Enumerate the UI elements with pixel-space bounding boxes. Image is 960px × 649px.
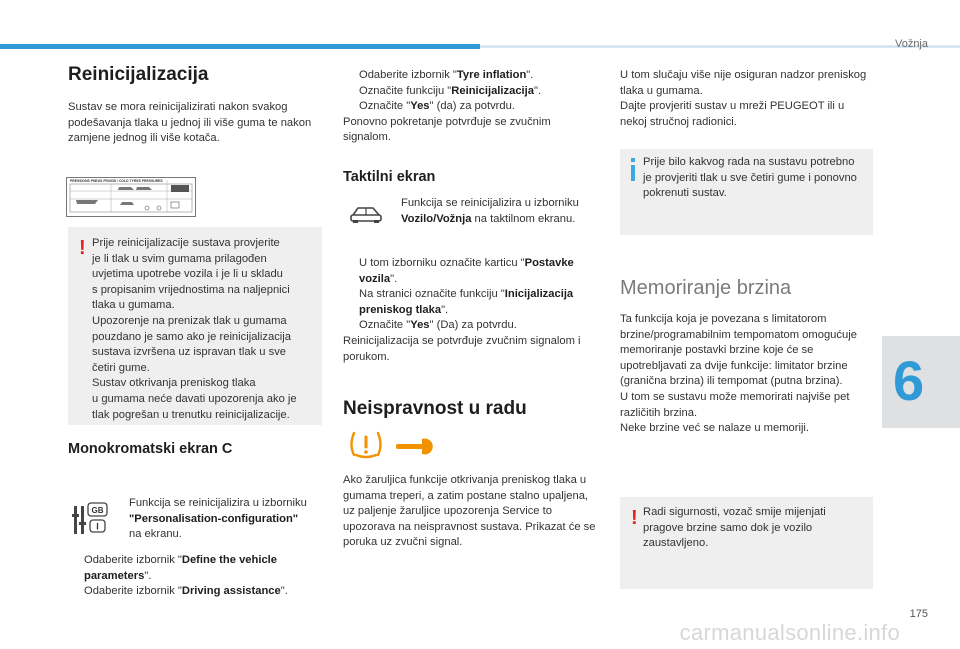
fault-text: Ako žaruljica funkcije otkrivanja preniskog tlaka u gumama treperi, a zatim postane stalno upaljena, uz paljenje žaruljice upozorenja Service to upozorava na neispravnost sustava. Prikazat će se poruka uz zvučni signal.: [343, 474, 596, 549]
memorize-speeds-title: Memoriranje brzina: [620, 277, 792, 299]
warning-line: pouzdano je samo ako je reinicijalizacija: [92, 330, 291, 343]
confirm-text-top: Ponovno pokretanje potvrđuje se zvučnim signalom.: [343, 115, 551, 144]
warning-line: četiri gume.: [92, 361, 150, 374]
touch-desc-2: na taktilnom ekranu.: [471, 212, 576, 225]
svg-text:I: I: [96, 521, 99, 532]
section-title: Vožnja: [894, 38, 928, 50]
touch-desc-1: Funkcija se reinicijalizira u izborniku: [401, 197, 579, 209]
warning-exclamation-icon: !: [79, 237, 86, 259]
memorize-speeds-text: Ta funkcija koja je povezana s limitatorom brzine/programabilnim tempomatom omogućuje memoriranje postavki brzine koje će se upotrebljavati za dvije funkcije: limitator brzine (granična brzina) ili tempomat (putna brzina). U tom se sustavu može memorirati najviše pet različitih brzina. Neke brzine već se nalaze u memoriji.: [620, 313, 857, 435]
touch-desc-menu: Vozilo/Vožnja: [401, 212, 472, 225]
chapter-number: 6: [893, 349, 925, 412]
reinit-intro: Sustav se mora reinicijalizirati nakon svakog podešavanja tlaka u jednoj ili više guma te nakon zamjene jednog ili više kotača.: [68, 101, 312, 145]
mono-desc-menu: "Personalisation-configuration": [129, 512, 299, 525]
tyre-pressure-warning-icon: [349, 431, 383, 461]
tyre-pressure-label-image: [66, 177, 196, 217]
warning-line: uvjetima upotrebe vozila i je li u skladu: [92, 268, 283, 281]
touch-desc: [401, 196, 601, 227]
warning-line: Prije reinicijalizacije sustava provjerite: [92, 237, 280, 249]
svg-text:GB: GB: [91, 506, 104, 515]
warning-line: Sustav otkrivanja preniskog tlaka: [92, 377, 256, 390]
steps-mono: [68, 553, 324, 600]
steps-top: [343, 68, 599, 146]
watermark-text: carmanualsonline.info: [679, 620, 900, 645]
step-item: Odaberite izbornik "Define the vehicle parameters".: [84, 554, 278, 582]
info-text: Prije bilo kakvog rada na sustavu potrebno je provjeriti tlak u sve četiri gume i ponovno pokrenuti sustav.: [643, 156, 857, 200]
warning-line: sustava izvršena uz ispravan tlak u sve: [92, 346, 287, 359]
label-heading: PRESSIONS PNEUS FROIDS / COLD TYRES PRESSURES: [70, 179, 163, 183]
step-item: Označite "Yes" (da) za potvrdu.: [359, 100, 515, 113]
confirm-text-touch: Reinicijalizacija se potvrđuje zvučnim signalom i porukom.: [343, 334, 581, 363]
warning-box-speeds: [620, 497, 873, 589]
fault-title: Neispravnost u radu: [343, 398, 527, 419]
step-item: Označite funkciju "Reinicijalizacija".: [359, 84, 542, 97]
mono-desc-2: na ekranu.: [129, 528, 182, 541]
touch-screen-title: Taktilni ekran: [343, 169, 436, 185]
steps-touch: [343, 256, 601, 365]
info-box-tyres: [620, 149, 873, 235]
label-drawing: [67, 178, 197, 218]
page-number: 175: [909, 608, 928, 620]
header-bar-blue: [0, 44, 480, 49]
warning-line: s propisanim vrijednostima na naljepnici: [92, 283, 290, 296]
step-item: Označite "Yes" (Da) za potvrdu.: [359, 319, 517, 332]
warning-text-reinit: [92, 236, 314, 423]
step-item: Odaberite izbornik "Driving assistance".: [84, 585, 288, 598]
col3-text-top: U tom slučaju više nije osiguran nadzor preniskog tlaka u gumama. Dajte provjeriti sustav u mreži PEUGEOT ili u nekoj stručnoj radionici.: [620, 69, 867, 128]
info-icon: [631, 158, 635, 182]
step-item: Odaberite izbornik "Tyre inflation".: [359, 69, 534, 81]
warning-line: tlak pogrešan u trenutku reinicijalizacije.: [92, 408, 290, 421]
service-wrench-icon: [394, 437, 434, 457]
step-item: U tom izborniku označite karticu "Postavke vozila".: [359, 257, 574, 285]
mono-screen-icon: [72, 500, 108, 540]
warning-line: u gumama neće davati upozorenja ako je: [92, 392, 297, 405]
car-icon: [349, 204, 383, 224]
reinit-title: Reinicijalizacija: [68, 64, 209, 85]
step-item: Na stranici označite funkciju "Inicijalizacija preniskog tlaka".: [359, 288, 574, 316]
mono-desc: [129, 496, 325, 543]
warning-line: je li tlak u svim gumama prilagođen: [92, 252, 267, 265]
warning-line: Upozorenje na prenizak tlak u gumama: [92, 314, 287, 327]
mono-desc-1: Funkcija se reinicijalizira u izborniku: [129, 497, 307, 509]
warning-text-speeds: Radi sigurnosti, vozač smije mijenjati pragove brzine samo dok je vozilo zaustavljeno.: [643, 506, 826, 550]
warning-exclamation-icon: !: [631, 507, 638, 529]
warning-line: tlaka u gumama.: [92, 299, 175, 312]
mono-screen-title: Monokromatski ekran C: [68, 441, 233, 457]
warning-box-reinit: [68, 227, 322, 425]
